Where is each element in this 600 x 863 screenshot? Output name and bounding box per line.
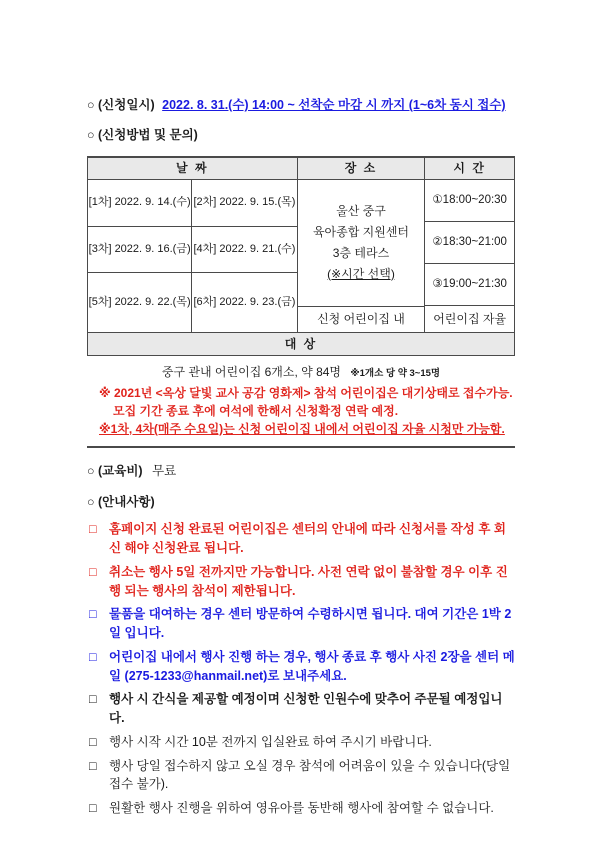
schedule-table-body	[87, 180, 515, 332]
date-cell-6: [6차] 2022. 9. 23.(금)	[193, 295, 296, 308]
date-cell-3: [3차] 2022. 9. 16.(금)	[88, 227, 192, 273]
apply-datetime-value: 2022. 8. 31.(수) 14:00 ~ 선착순 마감 시 까지 (1~6차 동시 접수)	[162, 98, 506, 112]
col-header-place: 장 소	[298, 158, 426, 179]
red-note-3: ※1차, 4차(매주 수요일)는 신청 어린이집 내에서 어린이집 자율 시청만 가능함.	[99, 421, 505, 436]
place-column	[298, 180, 426, 332]
time-cell-2: ②18:30~21:00	[425, 222, 514, 264]
schedule-table	[87, 156, 515, 448]
fee-label: ○ (교육비)	[87, 463, 143, 478]
date-cell-1: [1차] 2022. 9. 14.(수)	[88, 180, 192, 227]
checkbox-icon: □	[89, 564, 97, 579]
checkbox-icon: □	[89, 734, 97, 749]
fee-value: 무료	[152, 463, 177, 478]
notice-text: 홈페이지 신청 완료된 어린이집은 센터의 안내에 따라 신청서를 작성 후 회신 해야 신청완료 됩니다.	[109, 522, 506, 555]
notice-item-3	[87, 605, 515, 643]
checkbox-icon: □	[89, 649, 97, 664]
target-value: 중구 관내 어린이집 6개소, 약 84명	[161, 364, 342, 379]
notice-item-7	[87, 757, 515, 795]
apply-method-label: ○ (신청방법 및 문의)	[87, 127, 198, 142]
time-cell-3: ③19:00~21:30	[425, 264, 514, 306]
date-cell-5: [5차] 2022. 9. 22.(목)	[88, 273, 192, 332]
target-body	[87, 356, 515, 448]
time-bottom-cell: 어린이집 자율	[433, 312, 507, 326]
notice-section-header: ○ (안내사항)	[87, 494, 155, 509]
target-value-line	[87, 363, 515, 381]
notice-text: 취소는 행사 5일 전까지만 가능합니다. 사전 연락 없이 불참할 경우 이후 진행 되는 행사의 참석이 제한됩니다.	[109, 564, 508, 598]
notice-text: 어린이집 내에서 행사 진행 하는 경우, 행사 종료 후 행사 사진 2장을 센터 메일 (275-1233@hanmail.net)로 보내주세요.	[109, 649, 515, 683]
place-cell	[298, 180, 425, 307]
notice-text: 행사 시작 시간 10분 전까지 입실완료 하여 주시기 바랍니다.	[109, 734, 432, 749]
target-header-row: 대 상	[87, 332, 515, 356]
checkbox-icon: □	[89, 522, 97, 537]
col-header-time: 시 간	[453, 161, 486, 175]
place-line-2: 육아종합 지원센터	[312, 224, 410, 239]
place-bottom-cell: 신청 어린이집 내	[317, 312, 405, 326]
col-header-date: 날 짜	[88, 158, 298, 179]
checkbox-icon: □	[89, 801, 97, 815]
date-cell-2: [2차] 2022. 9. 15.(목)	[192, 180, 296, 227]
checkbox-icon: □	[89, 692, 97, 707]
notice-text: 물품을 대여하는 경우 센터 방문하여 수령하시면 됩니다. 대여 기간은 1박 2일 입니다.	[109, 607, 512, 640]
notice-text: 행사 당일 접수하지 않고 오실 경우 참석에 어려움이 있을 수 있습니다(당일 접수 불가).	[109, 758, 511, 792]
notice-item-5	[87, 690, 515, 728]
apply-method-line	[87, 126, 515, 145]
notice-text: 행사 시 간식을 제공할 예정이며 신청한 인원수에 맞추어 주문될 예정입니다.	[109, 692, 503, 725]
time-cell-1: ①18:00~20:30	[425, 180, 514, 222]
checkbox-icon: □	[89, 758, 97, 773]
document-page	[87, 96, 515, 818]
target-small-note: ※1개소 당 약 3~15명	[350, 367, 441, 379]
notice-item-6	[87, 733, 515, 752]
notice-item-2	[87, 563, 515, 601]
fee-line	[87, 462, 515, 481]
date-cell-4: [4차] 2022. 9. 21.(수)	[192, 227, 296, 273]
red-note-2: 모집 기간 종료 후에 여석에 한해서 신청확정 연락 예정.	[113, 403, 399, 418]
notice-list	[87, 520, 515, 818]
red-note-1: ※ 2021년 <옥상 달빛 교사 공감 영화제> 참석 어린이집은 대기상태로 접수가능.	[99, 385, 513, 400]
apply-datetime-label: ○ (신청일시)	[87, 98, 155, 112]
notice-item-8	[87, 799, 515, 818]
apply-datetime-line	[87, 96, 515, 115]
place-line-3: 3층 테라스	[332, 245, 390, 260]
time-column	[425, 180, 514, 332]
notice-item-1	[87, 520, 515, 558]
place-time-note: (※시간 선택)	[327, 266, 395, 281]
date-cells	[88, 180, 298, 332]
schedule-table-header	[87, 156, 515, 180]
checkbox-icon: □	[89, 607, 97, 622]
place-line-1: 울산 중구	[336, 203, 386, 218]
notice-text: 원활한 행사 진행을 위하여 영유아를 동반해 행사에 참여할 수 없습니다.	[109, 801, 494, 815]
time-cells	[425, 180, 514, 307]
notice-item-4	[87, 648, 515, 686]
